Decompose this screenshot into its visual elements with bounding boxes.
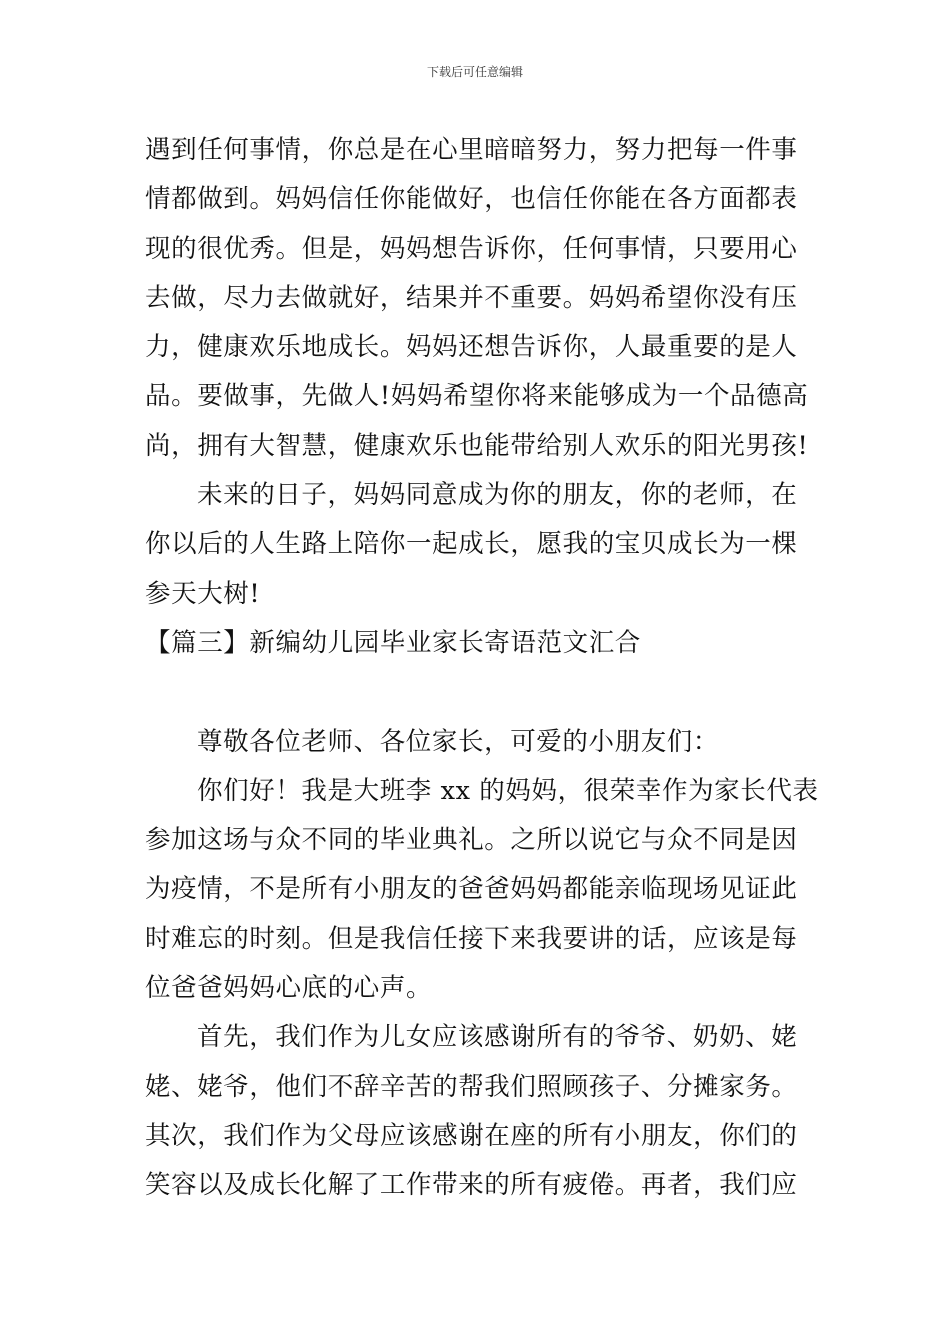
paragraph-3 (145, 767, 819, 1013)
text-line: 为疫情，不是所有小朋友的爸爸妈妈都能亲临现场见证此 (145, 874, 798, 905)
text-line: 未来的日子，妈妈同意成为你的朋友，你的老师，在 (197, 480, 798, 511)
paragraph-1 (145, 126, 810, 471)
text-line: 现的很优秀。但是，妈妈想告诉你，任何事情，只要用心 (145, 233, 798, 264)
section-title: 【篇三】新编幼儿园毕业家长寄语范文汇合 (145, 627, 641, 658)
text-line: 参天大树! (145, 578, 261, 609)
text-line: 姥、姥爷，他们不辞辛苦的帮我们照顾孩子、分摊家务。 (145, 1071, 798, 1102)
text-line: 首先，我们作为儿女应该感谢所有的爷爷、奶奶、姥 (197, 1022, 798, 1053)
text-line: 参加这场与众不同的毕业典礼。之所以说它与众不同是因 (145, 825, 798, 856)
text-line: 遇到任何事情，你总是在心里暗暗努力，努力把每一件事 (145, 135, 798, 165)
text-line: 去做，尽力去做就好，结果并不重要。妈妈希望你没有压 (145, 282, 798, 313)
text-line: 你们好！我是大班李 xx 的妈妈，很荣幸作为家长代表 (197, 775, 819, 806)
blank-line (145, 668, 810, 717)
document-body (145, 126, 819, 1211)
text-line: 情都做到。妈妈信任你能做好，也信任你能在各方面都表 (145, 184, 798, 215)
text-line: 时难忘的时刻。但是我信任接下来我要讲的话，应该是每 (145, 923, 798, 954)
paragraph-4 (145, 1013, 810, 1210)
text-line: 品。要做事，先做人!妈妈希望你将来能够成为一个品德高 (145, 381, 809, 412)
paragraph-2 (145, 471, 810, 619)
greeting: 尊敬各位老师、各位家长，可爱的小朋友们： (197, 726, 720, 757)
text-line: 其次，我们作为父母应该感谢在座的所有小朋友，你们的 (145, 1120, 798, 1151)
text-line: 你以后的人生路上陪你一起成长，愿我的宝贝成长为一棵 (145, 529, 798, 560)
text-line: 尚，拥有大智慧，健康欢乐也能带给别人欢乐的阳光男孩! (145, 430, 809, 461)
text-line: 笑容以及成长化解了工作带来的所有疲倦。再者，我们应 (145, 1170, 798, 1201)
text-line: 力，健康欢乐地成长。妈妈还想告诉你，人最重要的是人 (145, 332, 798, 363)
text-line: 位爸爸妈妈心底的心声。 (145, 973, 433, 1004)
page-header: 下载后可任意编辑 (426, 65, 523, 79)
